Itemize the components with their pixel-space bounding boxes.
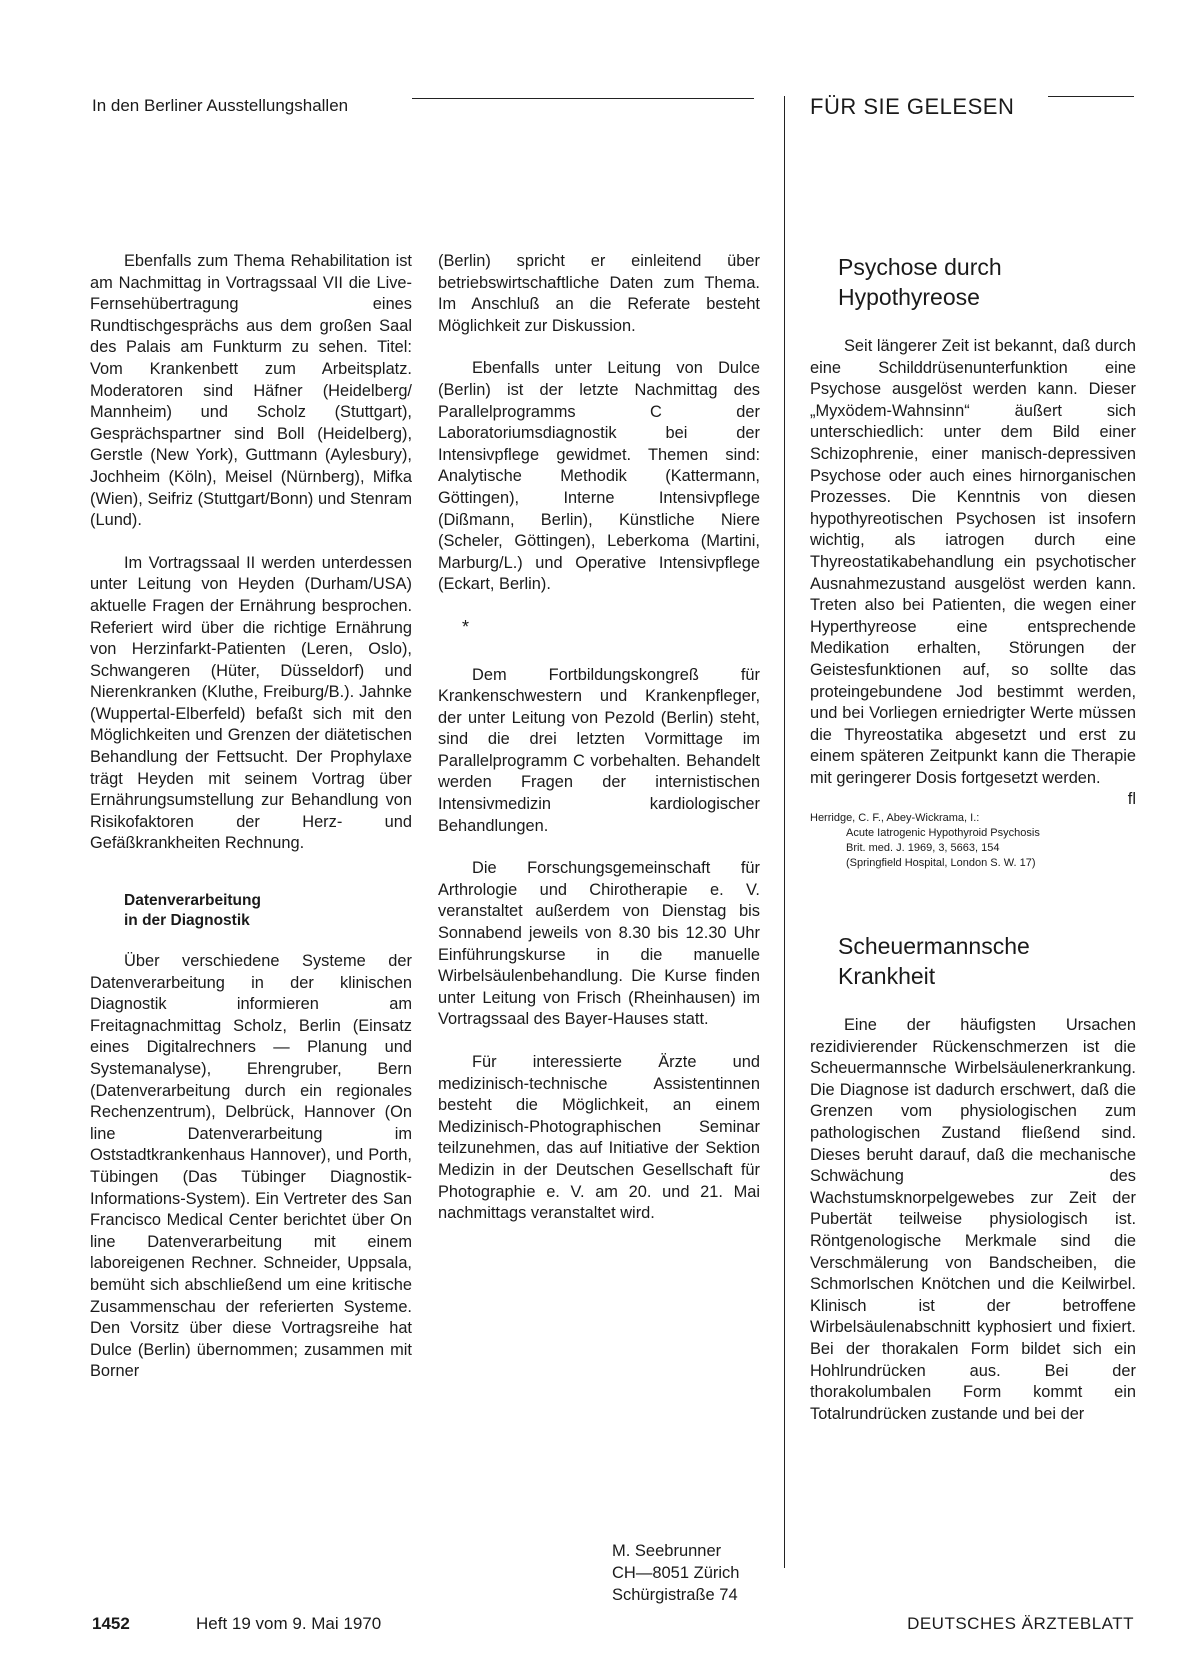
paragraph: Dem Fortbildungskongreß für Krankenschwestern und Krankenpfleger, der unter Leitung von Pezold (Berlin) steht, sind die drei letzten Vormittage im Parallelprogramm C vorbehalten. Behandelt werden Fragen der internistischen Intensivmedizin kardiologischer Behandlungen. [438,665,760,835]
page-number: 1452 [92,1614,130,1633]
paragraph: Ebenfalls unter Leitung von Dulce (Berlin) ist der letzte Nachmittag des Parallelprogramms C der Laboratoriumsdiagnostik bei der Intensivpflege gewidmet. Themen sind: Analytische Methodik (Kattermann, Göttingen), Interne Intensivpflege (Dißmann, Berlin), Künstliche Niere (Scheler, Göttingen), Leberkoma (Martini, Marburg/L.) und Operative Intensivpflege (Eckart, Berlin). [438,359,760,594]
header-rule-right [1048,96,1134,97]
article-title: Scheuermannsche Krankheit [838,933,1030,990]
paragraph: Ebenfalls zum Thema Rehabilitation ist am Nachmittag in Vortragssaal VII die Live-Fernsehübertragung eines Rundtischgesprächs aus dem großen Saal des Palais am Funkturm zu sehen. Titel: Vom Krankenbett zum Arbeitsplatz. Moderatoren sind Häfner (Heidelberg/ Mannheim) und Scholz (Stuttgart), Gesprächspartner sind Boll (Heidelberg), Gerstle (New York), Guttmann (Aylesbury), Jochheim (Köln), Meisel (Nürnberg), Mifka (Wien), Seifriz (Stuttgart/Bonn) und Stenram (Lund). [90,252,412,530]
article-title: Psychose durch Hypothyreose [838,254,1002,310]
running-head: In den Berliner Ausstellungshallen [92,96,349,115]
author-initials: fl [1127,790,1136,809]
column-divider [784,96,785,1568]
signature: M. Seebrunner CH—8051 Zürich Schürgistraße 74 [612,1542,740,1604]
column-3 [810,252,1136,1446]
paragraph: Die Forschungsgemeinschaft für Arthrologie und Chirotherapie e. V. veranstaltet außerdem von Dienstag bis Sonnabend jeweils von 8.30 bis 12.30 Uhr Einführungskurse in die manuelle Wirbelsäulenbehandlung. Die Kurse finden unter Leitung von Frisch (Rheinhausen) im Vortragssaal des Bayer-Hauses statt. [438,859,760,1029]
issue-info: Heft 19 vom 9. Mai 1970 [196,1614,382,1633]
paragraph: Eine der häufigsten Ursachen rezidivierender Rückenschmerzen ist die Scheuermannsche Wirbelsäulenerkrankung. Die Diagnose ist dadurch erschwert, daß die Grenzen vom physiologischen zum pathologischen Zustand fließend sind. Dieses beruht darauf, daß die mechanische Schwächung des Wachstumsknorpelgewebes zur Zeit der Pubertät teilweise physiologisch ist. Röntgenologische Merkmale sind die Verschmälerung von Bandscheiben, die Schmorlschen Knötchen und die Keilwirbel. Klinisch ist der betroffene Wirbelsäulenabschnitt kyphosiert und fixiert. Bei der thorakalen Form bildet sich ein Hohlrundrücken aus. Bei der thorakolumbalen Form kommt ein Totalrundrücken zustande und bei der [810,1016,1136,1423]
paragraph: Seit längerer Zeit ist bekannt, daß durch eine Schilddrüsenunterfunktion eine Psychose ausgelöst werden kann. Dieser „Myxödem-Wahnsinn“ äußert sich unterschiedlich: unter dem Bild einer Schizophrenie, einer manisch-depressiven Psychose oder auch eines hirnorganischen Prozesses. Die Kenntnis von diesen hypothyreotischen Psychosen ist insofern wichtig, als iatrogen durch eine Thyreostatikabehandlung ein psychotischer Ausnahmezustand ausgelöst werden kann. Treten also bei Patienten, die wegen einer Hyperthyreose eine entsprechende Medikation erhalten, Störungen der Geistesfunktionen auf, so sollte das proteingebundene Jod bestimmt werden, und bei Vorliegen erniedrigter Werte müssen die Thyreostatika abgesetzt und erst zu einem späteren Zeitpunkt kann die Therapie mit geringerer Dosis fortgesetzt werden. fl [810,336,1136,789]
section-title: FÜR SIE GELESEN [810,94,1015,119]
paragraph: (Berlin) spricht er einleitend über betriebswirtschaftliche Daten zum Thema. Im Anschluß an die Referate besteht Möglichkeit zur Diskussion. [438,252,760,335]
header-rule-left [412,98,754,99]
paragraph: Für interessierte Ärzte und medizinisch-technische Assistentinnen besteht die Möglichkeit, an einem Medizinisch-Photographischen Seminar teilzunehmen, das auf Initiative der Sektion Medizin in der Deutschen Gesellschaft für Photographie e. V. am 20. und 21. Mai nachmittags veranstaltet wird. [438,1053,760,1223]
paragraph: Über verschiedene Systeme der Datenverarbeitung in der klinischen Diagnostik informieren am Freitagnachmittag Scholz, Berlin (Einsatz eines Digitalrechners — Planung und Systemanalyse), Ehrengruber, Bern (Datenverarbeitung durch ein regionales Rechenzentrum), Delbrück, Hannover (On line Datenverarbeitung im Oststadtkrankenhaus Hannover), und Porth, Tübingen (Das Tübinger Diagnostik-Informations-System). Ein Vertreter des San Francisco Medical Center berichtet über On line Datenverarbeitung mit einem laboreigenen Rechner. Schneider, Uppsala, bemüht sich abschließend um eine kritische Zusammenschau der referierten Systeme. Den Vorsitz über diese Vortragsreihe hat Dulce (Berlin) übernommen; zusammen mit Borner [90,952,412,1381]
subheading: Datenverarbeitung in der Diagnostik [124,892,261,930]
reference: Herridge, C. F., Abey-Wickrama, I.: Acute Iatrogenic Hypothyroid Psychosis Brit. med. J. 1969, 3, 5663, 154 (Springfield Hospital, London S. W. 17) [810,812,1040,870]
section-separator: * [462,616,470,637]
column-1 [90,251,412,1404]
paragraph: Im Vortragssaal II werden unterdessen unter Leitung von Heyden (Durham/USA) aktuelle Fragen der Ernährung besprochen. Referiert wird über die richtige Ernährung von Herzinfarkt-Patienten (Leren, Oslo), Schwangeren (Hüter, Düsseldorf) und Nierenkranken (Kluthe, Freiburg/B.). Jahnke (Wuppertal-Elberfeld) befaßt sich mit den Möglichkeiten und Grenzen der diätetischen Behandlung der Fettsucht. Der Prophylaxe trägt Heyden mit seinem Vortrag über Ernährungsumstellung zur Behandlung von Risikofaktoren der Herz- und Gefäßkrankheiten Rechnung. [90,553,412,853]
journal-name: DEUTSCHES ÄRZTEBLATT [907,1614,1134,1633]
column-2 [438,251,760,1246]
